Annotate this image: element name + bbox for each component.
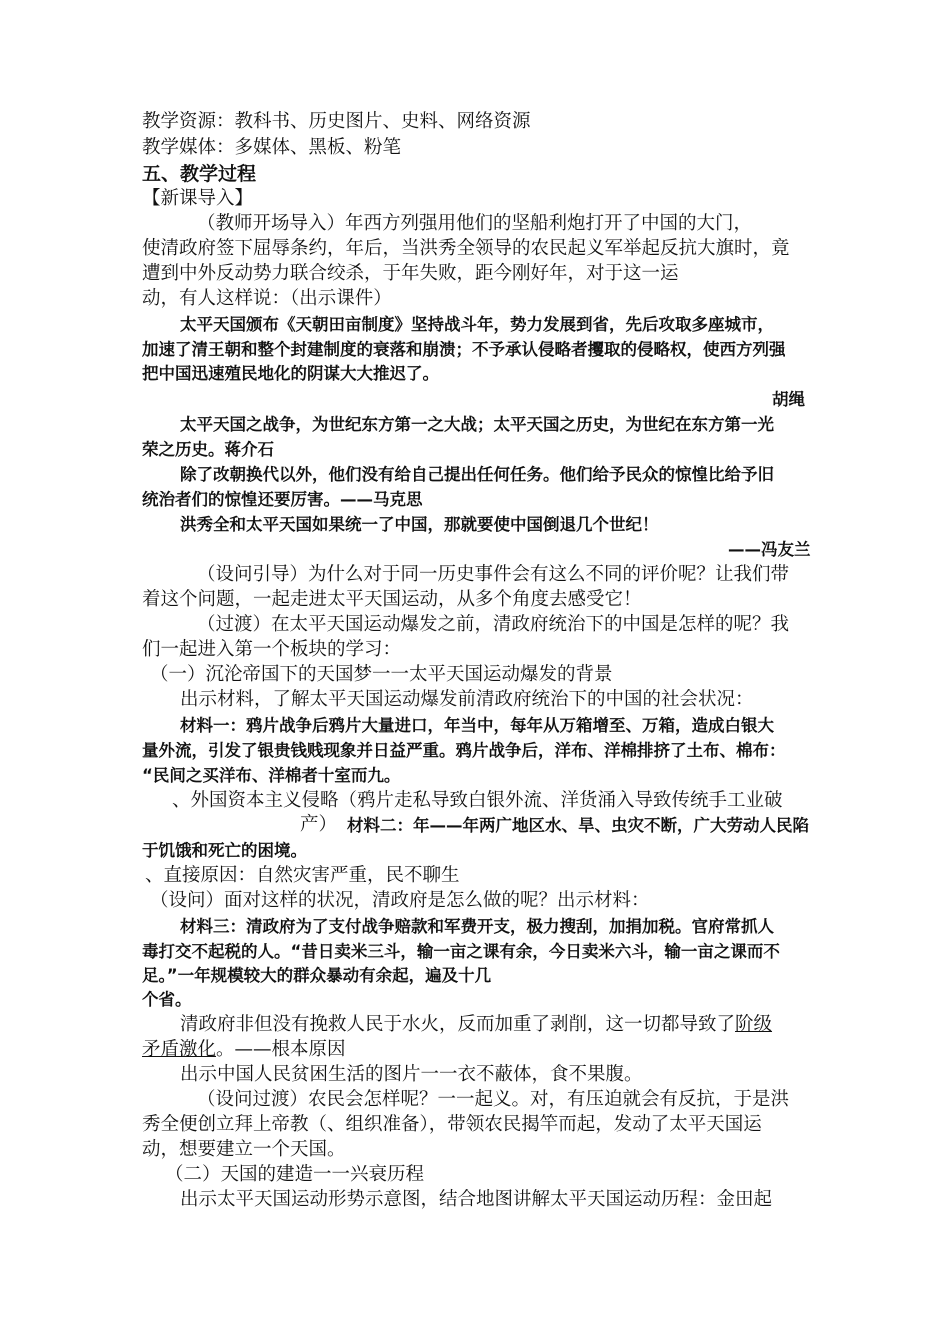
paragraph-line [180,1013,772,1037]
quote-line: 荣之历史。蒋介石 [142,440,274,459]
teaching-resources-line: 教学资源：教科书、历史图片、史料、网络资源 [142,111,531,132]
paragraph-line: （教师开场导入）年西方列强用他们的坚船利炮打开了中国的大门， [197,213,753,234]
paragraph-line: 出示中国人民贫困生活的图片一一衣不蔽体，食不果腹。 [180,1064,643,1085]
quote-line: 把中国迅速殖民地化的阴谋大大推迟了。 [142,364,439,383]
paragraph-line: （设问）面对这样的状况，清政府是怎么做的呢？出示材料： [150,890,650,911]
paragraph-line: 使清政府签下屈辱条约，年后，当洪秀全领导的农民起义军举起反抗大旗时，竟 [142,238,790,259]
material-line: 材料二：年——年两广地区水、旱、虫灾不断，广大劳动人民陷 [347,816,809,835]
teaching-media-line: 教学媒体：多媒体、黑板、粉笔 [142,137,402,158]
material-line: 个省。 [142,990,192,1009]
material-line: 足。”一年规模较大的群众暴动有余起，遍及十几 [142,966,492,985]
paragraph-line: 产） [300,814,338,835]
subheading-new-lesson-intro: 【新课导入】 [142,188,254,209]
quote-line: 太平天国颁布《天朝田亩制度》坚持战斗年，势力发展到省，先后攻取多座城市， [180,315,774,334]
quote-line: 加速了清王朝和整个封建制度的衰落和崩溃；不予承认侵略者攫取的侵略权，使西方列强 [142,340,786,359]
section-heading-teaching-process: 五、教学过程 [142,163,257,185]
section-two-heading: （二）天国的建造一一兴衰历程 [165,1164,425,1185]
paragraph-line: 、直接原因：自然灾害严重，民不聊生 [145,865,460,886]
material-line: “民间之买洋布、洋棉者十室而九。 [142,766,401,785]
paragraph-line: 着这个问题，一起走进太平天国运动，从多个角度去感受它！ [142,589,642,610]
paragraph-line: 出示材料，了解太平天国运动爆发前清政府统治下的中国的社会状况： [180,689,754,710]
underlined-term: 阶级 [735,1014,773,1035]
underlined-term: 矛盾激化 [142,1039,217,1060]
paragraph-line: （设问引导）为什么对于同一历史事件会有这么不同的评价呢？让我们带 [197,564,790,585]
paragraph-line: 们一起进入第一个板块的学习： [142,639,402,660]
paragraph-line: 秀全便创立拜上帝教（、组织准备），带领农民揭竿而起，发动了太平天国运 [142,1114,762,1135]
quote-line: 洪秀全和太平天国如果统一了中国，那就要使中国倒退几个世纪！ [180,515,659,534]
material-line: 材料一：鸦片战争后鸦片大量进口，年当中，每年从万箱增至、万箱，造成白银大 [180,716,774,735]
paragraph-line: 、外国资本主义侵略（鸦片走私导致白银外流、洋货涌入导致传统手工业破 [172,790,783,811]
material-line: 于饥饿和死亡的困境。 [142,841,307,860]
paragraph-line: （过渡）在太平天国运动爆发之前，清政府统治下的中国是怎样的呢？我 [197,614,790,635]
paragraph-line: 出示太平天国运动形势示意图，结合地图讲解太平天国运动历程：金田起 [180,1189,773,1210]
quote-line: 统治者们的惊惶还要厉害。——马克思 [142,490,423,509]
paragraph-line: 动，想要建立一个天国。 [142,1139,346,1160]
section-one-heading: （一）沉沦帝国下的天国梦一一太平天国运动爆发的背景 [150,664,613,685]
paragraph-line [142,1038,346,1062]
paragraph-line: （设问过渡）农民会怎样呢？一一起义。对，有压迫就会有反抗，于是洪 [197,1089,790,1110]
paragraph-text: 。——根本原因 [216,1039,346,1060]
paragraph-line: 动，有人这样说：（出示课件） [142,288,392,309]
material-line: 材料三：清政府为了支付战争赔款和军费开支，极力搜刮，加捐加税。官府常抓人 [180,917,774,936]
paragraph-line: 遭到中外反动势力联合绞杀，于年失败，距今刚好年，对于这一运 [142,263,679,284]
material-line: 毒打交不起税的人。“昔日卖米三斗，输一亩之课有余，今日卖米六斗，输一亩之课而不 [142,942,780,961]
material-line: 量外流，引发了银贵钱贱现象并日益严重。鸦片战争后，洋布、洋棉排挤了土布、棉布： [142,741,786,760]
paragraph-text: 清政府非但没有挽救人民于水火，反而加重了剥削，这一切都导致了 [180,1014,736,1035]
quote-author: ——冯友兰 [728,540,811,559]
quote-line: 太平天国之战争，为世纪东方第一之大战；太平天国之历史，为世纪在东方第一光 [180,415,774,434]
quote-line: 除了改朝换代以外，他们没有给自己提出任何任务。他们给予民众的惊惶比给予旧 [180,465,774,484]
quote-author: 胡绳 [772,390,805,409]
